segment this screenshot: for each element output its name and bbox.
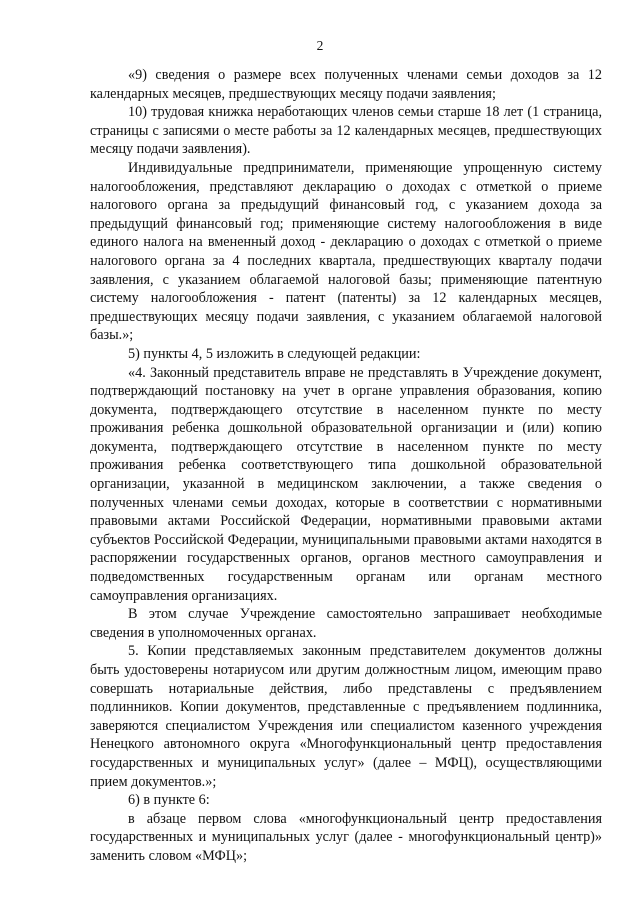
paragraph-point-4-continuation: В этом случае Учреждение самостоятельно запрашивает необходимые сведения в уполномоченных органах. <box>90 606 602 641</box>
paragraph-point-4: «4. Законный представитель вправе не представлять в Учреждение документ, подтверждающий постановку на учет в органе управления образования, копию документа, подтверждающего отсутствие в населенном пункте по месту проживания ребенка дошкольной образовательной организации и (или) копию документа, подтверждающего отсутствие в населенном пункте по месту проживания ребенка соответствующего типа дошкольной образовательной организации, указанной в медицинском заключении, а также сведения о полученных членами семьи доходах, которые в соответствии с нормативными правовыми актами Российской Федерации, нормативными правовыми актами субъектов Российской Федерации, муниципальными правовыми актами находятся в распоряжении государственных органов, органов местного самоуправления и подведомственных государственным органам или органам местного самоуправления организациях. <box>90 364 602 604</box>
document-body <box>90 66 602 866</box>
paragraph-point-5: 5. Копии представляемых законным представителем документов должны быть удостоверены нотариусом или другим должностным лицом, имеющим право совершать нотариальные действия, либо представлены с предъявлением подлинников. Копии документов, представленные с предъявлением подлинника, заверяются специалистом Учреждения или специалистом казенного учреждения Ненецкого автономного округа «Многофункциональный центр предоставления государственных и муниципальных услуг» (далее – МФЦ), осуществляющими прием документов.»; <box>90 643 602 790</box>
paragraph-first-abzac: в абзаце первом слова «многофункциональный центр предоставления государственных и муниципальных услуг (далее - многофункциональный центр)» заменить словом «МФЦ»; <box>90 810 602 864</box>
page-number: 2 <box>316 38 324 53</box>
paragraph-item-10: 10) трудовая книжка неработающих членов семьи старше 18 лет (1 страница, страницы с записями о месте работы за 12 календарных месяцев, предшествующих месяцу подачи заявления). <box>90 104 602 158</box>
paragraph-amendment-6: 6) в пункте 6: <box>128 792 210 809</box>
paragraph-item-9: «9) сведения о размере всех полученных членами семьи доходов за 12 календарных месяцев, предшествующих месяцу подачи заявления; <box>90 67 602 102</box>
paragraph-amendment-5: 5) пункты 4, 5 изложить в следующей редакции: <box>128 345 421 362</box>
paragraph-entrepreneurs: Индивидуальные предприниматели, применяющие упрощенную систему налогообложения, представляют декларацию о доходах с отметкой о приеме налогового органа за предыдущий финансовый год, с указанием дохода за предыдущий финансовый год; применяющие систему налогообложения в виде единого налога на вмененный доход - декларацию о доходах с отметкой о приеме налогового органа за 4 последних квартала, предшествующих кварталу подачи заявления, с указанием облагаемой налоговой базы; применяющие патентную систему налогообложения - патент (патенты) за 12 календарных месяцев, предшествующих месяцу подачи заявления, с указанием облагаемой налоговой базы.»; <box>90 159 602 344</box>
